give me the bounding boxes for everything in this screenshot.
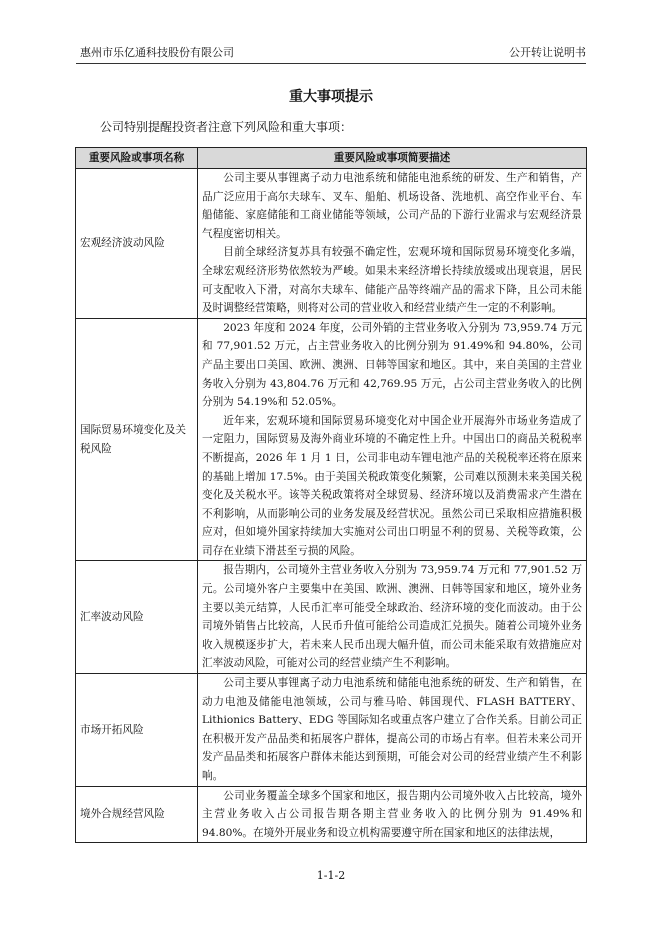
risk-name: 国际贸易环境变化及关税风险 (76, 318, 198, 561)
risk-table (75, 147, 587, 843)
risk-name: 宏观经济波动风险 (76, 169, 198, 319)
page-number: 1-1-2 (316, 869, 346, 882)
col-header-desc: 重要风险或事项简要描述 (198, 148, 587, 169)
risk-paragraph: 2023 年度和 2024 年度，公司外销的主营业务收入分别为 73,959.74 万元和 77,901.52 万元，占主营业务收入的比例分别为 91.49%和 94.80%，公司产品主要出口美国、欧洲、澳洲、日韩等国家和地区。其中，来自美国的主营业务收入分别为 43,804.76 万元和 42,769.95 万元，占公司主营业务收入的比例分别为 54.19%和 52.05%。 (202, 321, 582, 409)
risk-paragraph: 报告期内，公司境外主营业务收入分别为 73,959.74 万元和 77,901.52 万元。公司境外客户主要集中在美国、欧洲、澳洲、日韩等国家和地区，境外业务主要以美元结算，人民币汇率可能受全球政治、经济环境的变化而波动。由于公司境外销售占比较高，人民币升值可能给公司造成汇兑损失。随着公司境外业务收入规模逐步扩大，若未来人民币出现大幅升值，而公司未能采取有效措施应对汇率波动风险，可能对公司的经营业绩产生不利影响。 (202, 564, 582, 670)
risk-paragraph: 公司主要从事锂离子动力电池系统和储能电池系统的研发、生产和销售，在动力电池及储能电池领域，公司与雅马哈、韩国现代、FLASH BATTERY、Lithionics Battery、EDG 等国际知名或重点客户建立了合作关系。目前公司正在积极开发产品品类和拓展客户群体，提高公司的市场占有率。但若未来公司开发产品品类和拓展客户群体未能达到预期，可能会对公司的经营业绩产生不利影响。 (202, 677, 582, 782)
table-row (76, 318, 587, 561)
intro-text: 公司特别提醒投资者注意下列风险和重大事项： (100, 120, 353, 134)
table-header-row (76, 148, 587, 169)
header-doc-type: 公开转让说明书 (509, 46, 586, 59)
risk-paragraph: 目前全球经济复苏具有较强不确定性，宏观环境和国际贸易环境变化多端，全球宏观经济形势依然较为严峻。如果未来经济增长持续放缓或出现衰退，居民可支配收入下滑，对高尔夫球车、储能产品等终端产品的需求下降，且公司未能及时调整经营策略，则将对公司的营业收入和经营业绩产生一定的不利影响。 (202, 246, 582, 315)
risk-paragraph: 近年来，宏观环境和国际贸易环境变化对中国企业开展海外市场业务造成了一定阻力，国际贸易及海外商业环境的不确定性上升。中国出口的商品关税税率不断提高，2026 年 1 月 1 日，公司非电动车锂电池产品的关税税率还将在原来的基础上增加 17.5%。由于美国关税政策变化频繁，公司难以预测未来美国关税变化及关税水平。该等关税政策将对全球贸易、经济环境以及消费需求产生潜在不利影响，从而影响公司的业务发展及经营状况。虽然公司已采取相应措施积极应对，但如境外国家持续加大实施对公司出口明显不利的贸易、关税等政策，公司存在业绩下滑甚至亏损的风险。 (202, 414, 582, 557)
risk-description (198, 318, 587, 561)
table-row (76, 169, 587, 319)
header-company: 惠州市乐亿通科技股份有限公司 (80, 46, 234, 59)
risk-paragraph: 公司业务覆盖全球多个国家和地区，报告期内公司境外收入占比较高，境外主营业务收入占公司报告期各期主营业务收入的比例分别为 91.49%和 94.80%。在境外开展业务和设立机构需要遵守所在国家和地区的法律法规， (202, 789, 582, 839)
risk-description (198, 674, 587, 787)
table-row (76, 786, 587, 843)
risk-name: 市场开拓风险 (76, 674, 198, 787)
page-title: 重大事项提示 (289, 89, 373, 105)
header-divider (76, 63, 586, 64)
risk-name: 汇率波动风险 (76, 561, 198, 674)
risk-description (198, 561, 587, 674)
risk-description (198, 169, 587, 319)
risk-name: 境外合规经营风险 (76, 786, 198, 843)
risk-paragraph: 公司主要从事锂离子动力电池系统和储能电池系统的研发、生产和销售，产品广泛应用于高尔夫球车、叉车、船舶、机场设备、洗地机、高空作业平台、车船储能、家庭储能和工商业储能等领域，公司产品的下游行业需求与宏观经济景气程度密切相关。 (202, 172, 582, 240)
table-row (76, 561, 587, 674)
col-header-name: 重要风险或事项名称 (76, 148, 198, 169)
table-row (76, 674, 587, 787)
risk-description (198, 786, 587, 843)
